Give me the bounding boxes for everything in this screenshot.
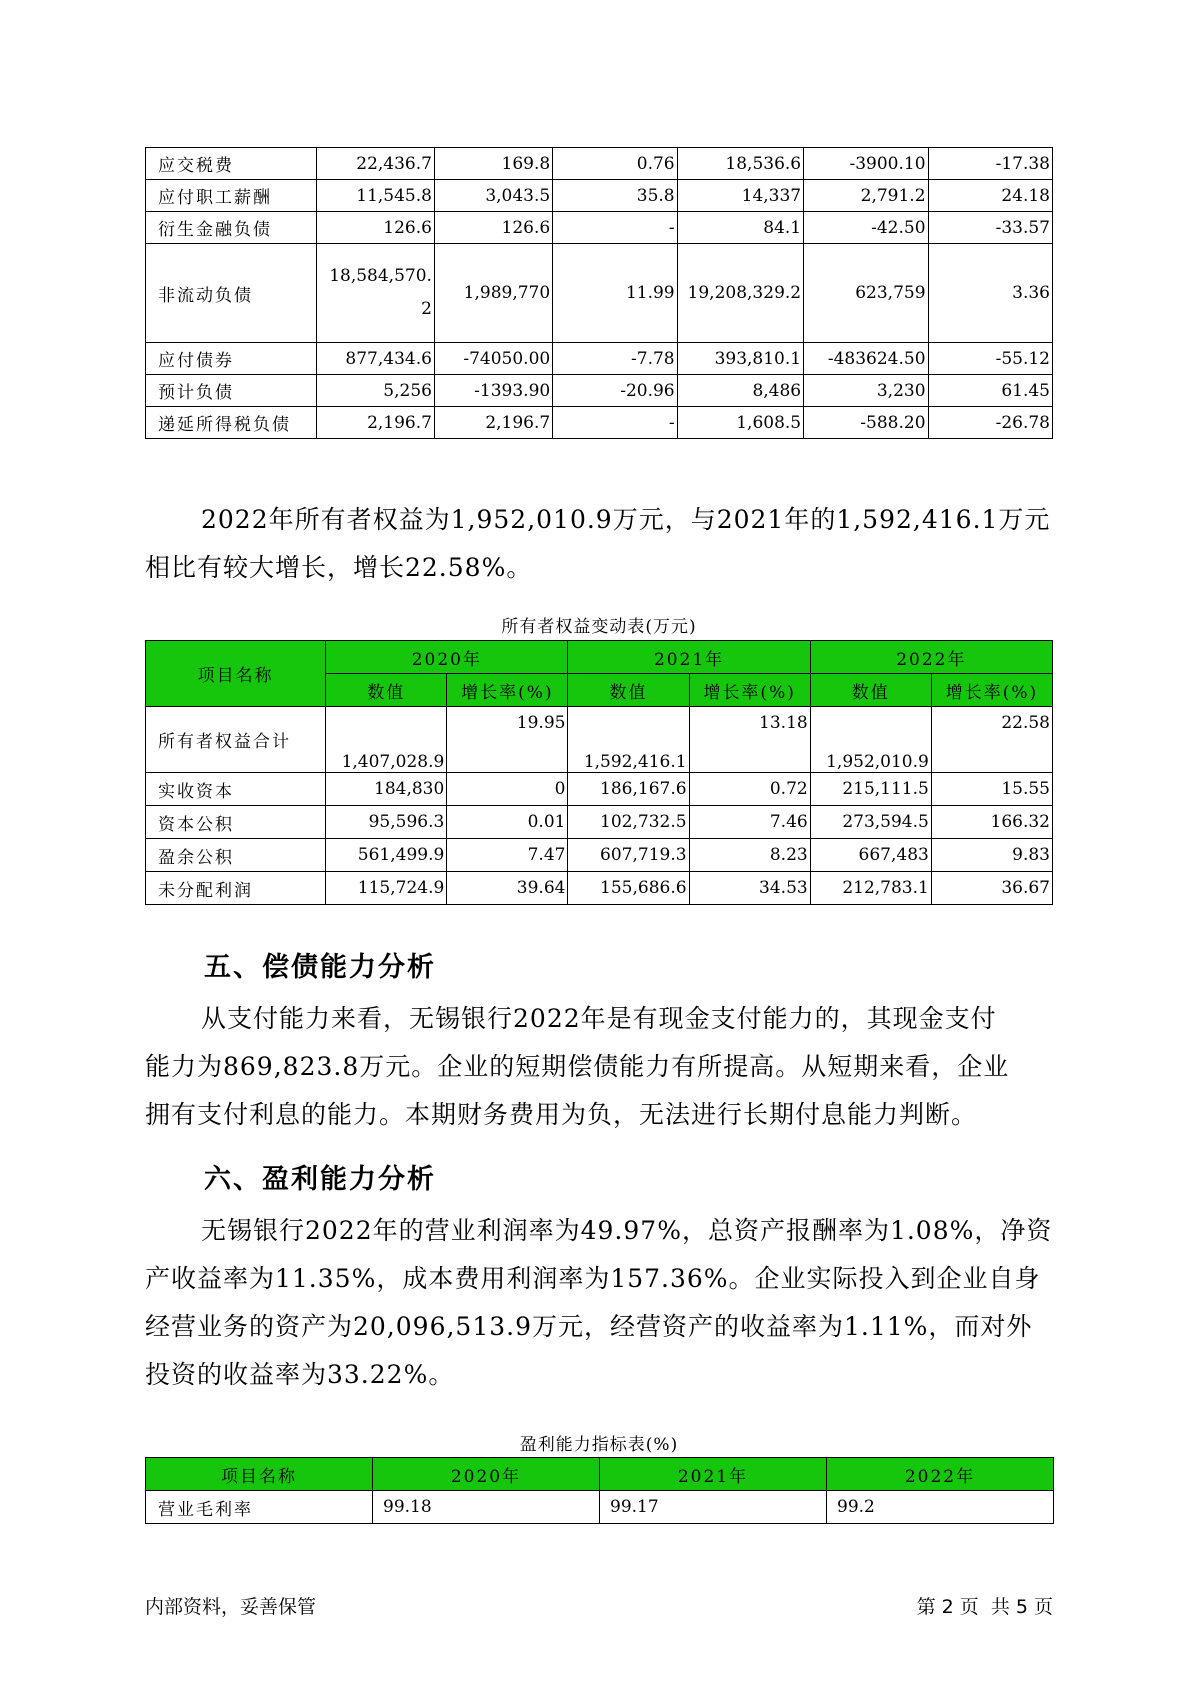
profitability-paragraph-line: 经营业务的资产为20,096,513.9万元，经营资产的收益率为1.11%，而对外 [145, 1312, 1033, 1341]
table-cell: -3900.10 [804, 148, 928, 180]
solvency-paragraph-line: 拥有支付利息的能力。本期财务费用为负，无法进行长期付息能力判断。 [145, 1100, 978, 1129]
table-cell: 2,196.7 [434, 407, 552, 439]
table-row [146, 1491, 1054, 1524]
table-cell: 0.76 [553, 148, 677, 180]
table-cell: 9.83 [931, 839, 1052, 872]
equity-header-year: 2020年 [326, 641, 568, 674]
table-cell: -7.78 [553, 343, 677, 375]
table-cell: 1,608.5 [677, 407, 803, 439]
row-label: 盈余公积 [146, 839, 326, 872]
row-label: 递延所得税负债 [146, 407, 317, 439]
profit-table-caption: 盈利能力指标表(%) [519, 1435, 679, 1455]
row-label: 预计负债 [146, 375, 317, 407]
table-cell: -17.38 [928, 148, 1052, 180]
table-cell: -20.96 [553, 375, 677, 407]
equity-table-caption: 所有者权益变动表(万元) [501, 617, 697, 637]
table-cell: 155,686.6 [568, 872, 689, 905]
table-cell: 3,230 [804, 375, 928, 407]
table-cell: 623,759 [804, 244, 928, 343]
row-label: 资本公积 [146, 806, 326, 839]
table-cell: -42.50 [804, 212, 928, 244]
profit-header-year: 2021年 [600, 1458, 827, 1491]
table-cell: 35.8 [553, 180, 677, 212]
table-cell: 7.46 [689, 806, 810, 839]
table-cell: -588.20 [804, 407, 928, 439]
table-cell: 24.18 [928, 180, 1052, 212]
equity-subheader-growth: 增长率(%) [447, 674, 568, 707]
table-row [146, 343, 1053, 375]
table-cell: 126.6 [434, 212, 552, 244]
table-cell: 102,732.5 [568, 806, 689, 839]
table-cell: 3,043.5 [434, 180, 552, 212]
table-cell: 1,407,028.9 [326, 707, 447, 773]
table-cell: 561,499.9 [326, 839, 447, 872]
table-cell: 99.18 [373, 1491, 600, 1524]
profit-header-item: 项目名称 [146, 1458, 373, 1491]
table-row [146, 212, 1053, 244]
table-cell: 186,167.6 [568, 773, 689, 806]
row-label: 应交税费 [146, 148, 317, 180]
table-cell: 1,952,010.9 [810, 707, 931, 773]
table-cell: -33.57 [928, 212, 1052, 244]
equity-subheader-value: 数值 [568, 674, 689, 707]
equity-subheader-value: 数值 [810, 674, 931, 707]
table-cell: 667,483 [810, 839, 931, 872]
solvency-paragraph-line: 从支付能力来看，无锡银行2022年是有现金支付能力的，其现金支付 [201, 1004, 997, 1033]
table-cell: 184,830 [326, 773, 447, 806]
table-cell: 8.23 [689, 839, 810, 872]
profit-header-year: 2020年 [373, 1458, 600, 1491]
table-cell: 22,436.7 [316, 148, 434, 180]
table-row [146, 407, 1053, 439]
table-cell: 2,791.2 [804, 180, 928, 212]
profitability-table [145, 1457, 1054, 1524]
table-cell: 0.01 [447, 806, 568, 839]
table-cell: 11,545.8 [316, 180, 434, 212]
liabilities-table-body [146, 148, 1053, 439]
table-cell: 99.2 [827, 1491, 1054, 1524]
liabilities-table [145, 147, 1053, 439]
equity-paragraph [145, 496, 1053, 592]
table-cell: 39.64 [447, 872, 568, 905]
row-label: 衍生金融负债 [146, 212, 317, 244]
table-row [146, 148, 1053, 180]
table-cell: -1393.90 [434, 375, 552, 407]
table-cell: 7.47 [447, 839, 568, 872]
table-cell: 607,719.3 [568, 839, 689, 872]
table-row [146, 806, 1053, 839]
table-cell: 1,592,416.1 [568, 707, 689, 773]
section-heading-solvency: 五、偿债能力分析 [204, 952, 436, 983]
table-row [146, 375, 1053, 407]
row-label: 非流动负债 [146, 244, 317, 343]
table-cell: 14,337 [677, 180, 803, 212]
table-row [146, 180, 1053, 212]
table-cell: 61.45 [928, 375, 1052, 407]
table-cell: 18,536.6 [677, 148, 803, 180]
row-label: 实收资本 [146, 773, 326, 806]
table-cell: 166.32 [931, 806, 1052, 839]
table-cell: 877,434.6 [316, 343, 434, 375]
table-cell: 15.55 [931, 773, 1052, 806]
solvency-paragraph-line: 能力为869,823.8万元。企业的短期偿债能力有所提高。从短期来看，企业 [145, 1052, 1010, 1081]
table-cell: 126.6 [316, 212, 434, 244]
equity-subheader-growth: 增长率(%) [689, 674, 810, 707]
table-cell: 0 [447, 773, 568, 806]
table-cell: 22.58 [931, 707, 1052, 773]
table-cell: 36.67 [931, 872, 1052, 905]
table-cell: 169.8 [434, 148, 552, 180]
equity-subheader-growth: 增长率(%) [931, 674, 1052, 707]
row-label: 营业毛利率 [146, 1491, 373, 1524]
table-cell: 215,111.5 [810, 773, 931, 806]
table-row [146, 707, 1053, 773]
table-cell: 8,486 [677, 375, 803, 407]
solvency-paragraph [145, 995, 1053, 1139]
profitability-table-body [146, 1491, 1054, 1524]
equity-paragraph-line: 2022年所有者权益为1,952,010.9万元，与2021年的1,592,416.1万元 [201, 505, 1051, 534]
table-cell: 84.1 [677, 212, 803, 244]
table-cell: 115,724.9 [326, 872, 447, 905]
table-cell: 11.99 [553, 244, 677, 343]
table-cell: 393,810.1 [677, 343, 803, 375]
equity-table-body [146, 707, 1053, 905]
table-cell: 1,989,770 [434, 244, 552, 343]
equity-header-year: 2022年 [810, 641, 1052, 674]
table-row [146, 773, 1053, 806]
row-label: 未分配利润 [146, 872, 326, 905]
equity-header-year: 2021年 [568, 641, 810, 674]
profitability-paragraph [145, 1207, 1053, 1399]
table-cell: 212,783.1 [810, 872, 931, 905]
table-cell: 19,208,329.2 [677, 244, 803, 343]
table-cell: 273,594.5 [810, 806, 931, 839]
table-cell: - [553, 212, 677, 244]
table-cell: 13.18 [689, 707, 810, 773]
table-cell: 0.72 [689, 773, 810, 806]
row-label: 应付债券 [146, 343, 317, 375]
table-cell: -26.78 [928, 407, 1052, 439]
table-row [146, 839, 1053, 872]
table-cell: 2,196.7 [316, 407, 434, 439]
table-cell: 95,596.3 [326, 806, 447, 839]
table-row [146, 872, 1053, 905]
table-cell: 3.36 [928, 244, 1052, 343]
profitability-paragraph-line: 无锡银行2022年的营业利润率为49.97%，总资产报酬率为1.08%，净资 [201, 1216, 1053, 1245]
table-cell: -55.12 [928, 343, 1052, 375]
row-label: 所有者权益合计 [146, 707, 326, 773]
equity-header-item: 项目名称 [146, 641, 326, 707]
footer-page-number: 第 2 页 共 5 页 [916, 1596, 1053, 1618]
profitability-paragraph-line: 投资的收益率为33.22%。 [145, 1360, 455, 1389]
table-row [146, 244, 1053, 343]
table-cell: 18,584,570.2 [316, 244, 434, 343]
equity-paragraph-line: 相比有较大增长，增长22.58%。 [145, 553, 533, 582]
equity-table [145, 640, 1053, 905]
row-label: 应付职工薪酬 [146, 180, 317, 212]
table-cell: 5,256 [316, 375, 434, 407]
table-cell: 99.17 [600, 1491, 827, 1524]
table-cell: -483624.50 [804, 343, 928, 375]
section-heading-profitability: 六、盈利能力分析 [204, 1164, 436, 1195]
table-cell: 19.95 [447, 707, 568, 773]
profit-header-year: 2022年 [827, 1458, 1054, 1491]
table-cell: 34.53 [689, 872, 810, 905]
footer-confidential-note: 内部资料，妥善保管 [145, 1596, 317, 1618]
profitability-paragraph-line: 产收益率为11.35%，成本费用利润率为157.36%。企业实际投入到企业自身 [145, 1264, 1041, 1293]
table-cell: -74050.00 [434, 343, 552, 375]
equity-subheader-value: 数值 [326, 674, 447, 707]
table-cell: - [553, 407, 677, 439]
